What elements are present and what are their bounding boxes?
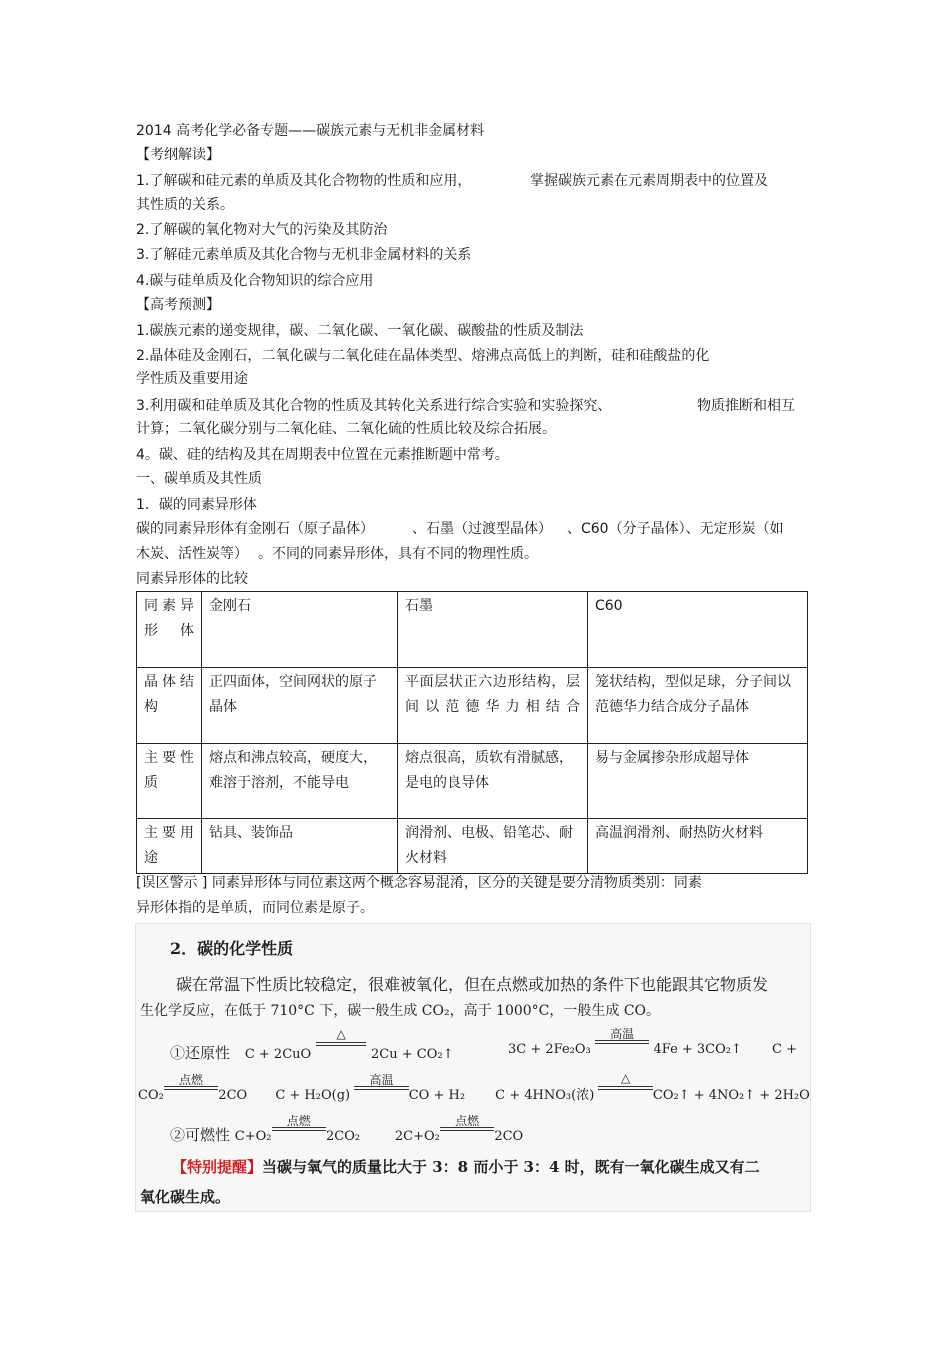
syllabus-item-4: 4.碳与硅单质及化合物知识的综合应用	[136, 273, 374, 289]
section-heading-forecast: 【高考预测】	[136, 297, 220, 313]
reduction-row	[170, 1027, 454, 1063]
table-cell: 高温润滑剂、耐热防火材料	[588, 819, 808, 874]
eq-water-condition: 高温	[369, 1073, 394, 1087]
syllabus-item-2: 2.了解碳的氧化物对大气的污染及其防治	[136, 222, 388, 238]
eq-o2-left: C+O₂	[234, 1129, 272, 1144]
table-cell: C60	[588, 592, 808, 668]
special-tip-text-b: 氧化碳生成。	[140, 1188, 231, 1206]
eq-co2-right: 2CO	[218, 1088, 248, 1103]
eq-fe2o3-left: 3C + 2Fe₂O₃	[508, 1042, 591, 1057]
eq-co2-begin: C +	[772, 1042, 797, 1057]
eq-fe2o3-right: 4Fe + 3CO₂↑	[653, 1042, 742, 1057]
eq-o2-right: 2CO₂	[325, 1129, 361, 1144]
eq-water-right: CO + H₂	[408, 1088, 466, 1103]
table-row	[137, 744, 808, 819]
eq-2c-left: 2C+O₂	[394, 1129, 440, 1144]
reduction-row-2	[138, 1071, 810, 1103]
table-cell: 平面层状正六边形结构，层间以范德华力相结合	[398, 668, 588, 744]
forecast-item-2b: 学性质及重要用途	[136, 371, 248, 387]
allotropes-para-a: 碳的同素异形体有金刚石（原子晶体）	[136, 521, 374, 537]
table-row	[137, 668, 808, 744]
table-cell: 同素异形体	[137, 592, 202, 668]
heat-triangle-icon: △	[621, 1071, 631, 1085]
table-row	[137, 819, 808, 874]
syllabus-item-3: 3.了解硅元素单质及其化合物与无机非金属材料的关系	[136, 247, 472, 263]
eq-hno3-left: C + 4HNO₃(浓)	[495, 1088, 595, 1103]
eq-water-left: C + H₂O(g)	[275, 1088, 351, 1103]
forecast-item-3c: 计算；二氧化碳分别与二氧化硅、二氧化硫的性质比较及综合拓展。	[136, 421, 556, 437]
scan-para-a: 碳在常温下性质比较稳定，很难被氧化，但在点燃或加热的条件下也能跟其它物质发	[176, 975, 769, 994]
table-cell: 熔点和沸点较高，硬度大，难溶于溶剂，不能导电	[202, 744, 398, 819]
forecast-item-3a: 3.利用碳和硅单质及其化合物的性质及其转化关系进行综合实验和实验探究、	[136, 398, 612, 414]
table-row	[137, 592, 808, 668]
table-cell: 易与金属掺杂形成超导体	[588, 744, 808, 819]
eq-2c-right: 2CO	[494, 1129, 524, 1144]
table-cell: 润滑剂、电极、铅笔芯、耐火材料	[398, 819, 588, 874]
forecast-item-3b: 物质推断和相互	[697, 398, 795, 414]
table-cell: 正四面体，空间网状的原子晶体	[202, 668, 398, 744]
table-cell: 金刚石	[202, 592, 398, 668]
special-tip-row	[172, 1156, 760, 1177]
eq-fe2o3-condition: 高温	[610, 1027, 635, 1041]
table-cell: 主要性质	[137, 744, 202, 819]
heat-arrow	[316, 1027, 366, 1062]
eq-co2-left: CO₂	[138, 1088, 164, 1103]
syllabus-item-1a: 1.了解碳和硅元素的单质及其化合物物的性质和应用，	[136, 173, 472, 189]
allotrope-comparison-table	[136, 591, 808, 874]
eq-o2-condition: 点燃	[286, 1114, 311, 1128]
special-tip-text-a: 当碳与氧气的质量比大于 3：8 而小于 3：4 时，既有一氧化碳生成又有二	[262, 1158, 760, 1176]
special-tip-label: 【特别提醒】	[172, 1158, 263, 1176]
combustion-label: ②可燃性	[170, 1126, 231, 1144]
table-cell: 主要用途	[137, 819, 202, 874]
table-cell: 笼状结构，型似足球，分子间以范德华力结合成分子晶体	[588, 668, 808, 744]
warning-note-b: 异形体指的是单质，而同位素是原子。	[136, 900, 374, 916]
scan-para-b: 生化学反应，在低于 710°C 下，碳一般生成 CO₂，高于 1000°C，一般生成 CO。	[140, 1003, 661, 1019]
allotropes-para-b: 、石墨（过渡型晶体）	[412, 521, 552, 537]
syllabus-item-1c: 其性质的关系。	[136, 197, 234, 213]
eq-hno3-right: CO₂↑ + 4NO₂↑ + 2H₂O	[652, 1088, 810, 1103]
table-caption: 同素异形体的比较	[136, 571, 248, 587]
table-cell: 钻具、装饰品	[202, 819, 398, 874]
allotropes-para-d: 木炭、活性炭等）	[136, 546, 248, 562]
eq-cuo-left: C + 2CuO	[244, 1047, 312, 1062]
heading-carbon-elements: 一、碳单质及其性质	[136, 471, 262, 487]
table-cell: 熔点很高，质软有滑腻感，是电的良导体	[398, 744, 588, 819]
eq-cuo-right: 2Cu + CO₂↑	[371, 1047, 454, 1062]
allotropes-para-e: 。不同的同素异形体，具有不同的物理性质。	[258, 546, 538, 562]
forecast-item-2a: 2.晶体硅及金刚石，二氧化碳与二氧化硅在晶体类型、熔沸点高低上的判断，硅和硅酸盐的化	[136, 348, 710, 364]
eq-fe2o3	[508, 1027, 742, 1057]
subheading-allotropes: 1．碳的同素异形体	[136, 497, 257, 513]
eq-2c-condition: 点燃	[455, 1114, 480, 1128]
forecast-item-4: 4。碳、硅的结构及其在周期表中位置在元素推断题中常考。	[136, 447, 509, 463]
table-cell: 石墨	[398, 592, 588, 668]
combustion-row	[170, 1114, 524, 1145]
doc-title: 2014 高考化学必备专题——碳族元素与无机非金属材料	[136, 123, 485, 139]
reduction-index: ①	[170, 1044, 186, 1062]
allotropes-para-c: 、C60（分子晶体）、无定形炭（如	[567, 521, 784, 537]
scan-heading: 2．碳的化学性质	[170, 939, 294, 958]
table-cell: 晶体结构	[137, 668, 202, 744]
scanned-excerpt-image	[135, 923, 811, 1212]
section-heading-syllabus: 【考纲解读】	[136, 147, 220, 163]
warning-note-a: [误区警示 ] 同素异形体与同位素这两个概念容易混淆，区分的关键是要分清物质类别：同素	[136, 875, 702, 891]
syllabus-item-1b: 掌握碳族元素在元素周期表中的位置及	[530, 173, 768, 189]
heat-triangle-icon: △	[336, 1027, 346, 1041]
eq-co2-condition: 点燃	[179, 1073, 204, 1087]
forecast-item-1: 1.碳族元素的递变规律，碳、二氧化碳、一氧化碳、碳酸盐的性质及制法	[136, 323, 584, 339]
reduction-label: 还原性	[185, 1044, 231, 1062]
